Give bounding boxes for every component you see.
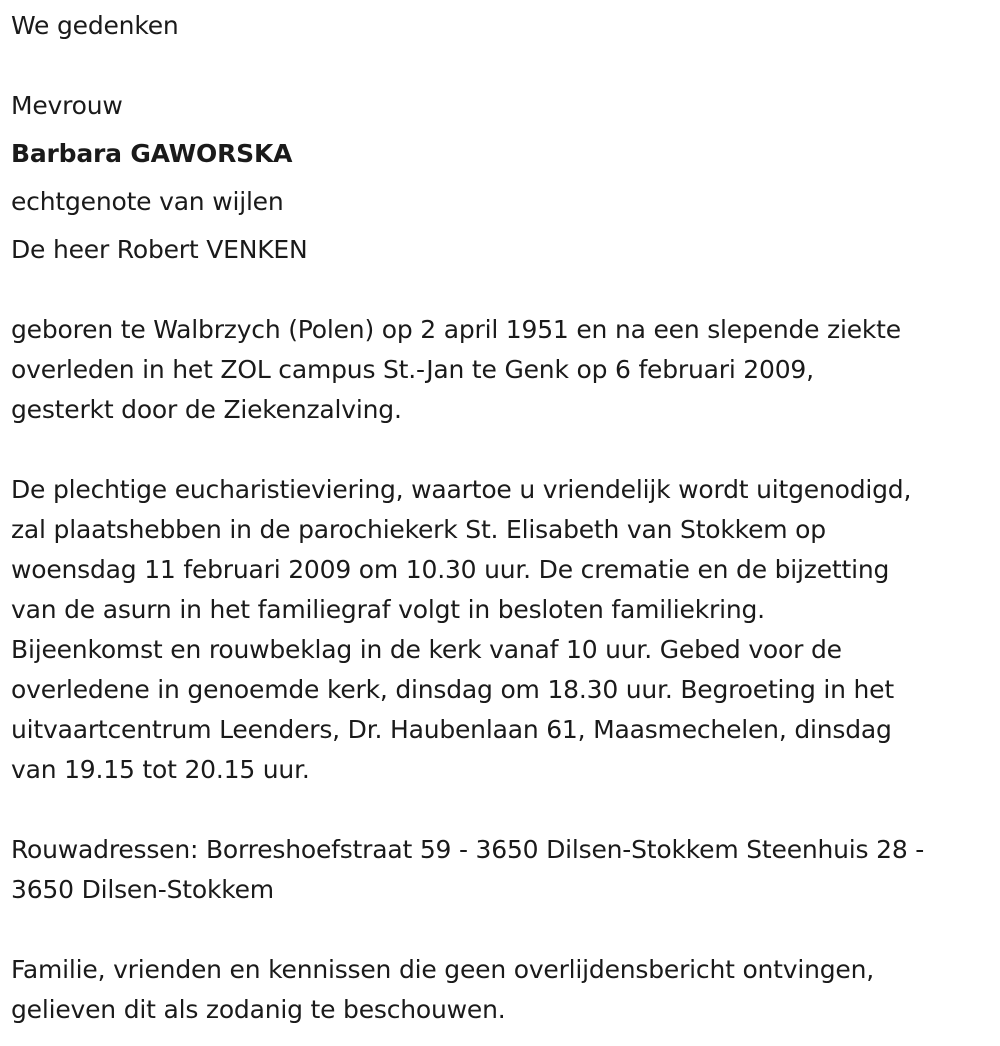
deceased-name: Barbara GAWORSKA [11,139,293,168]
spouse-name: De heer Robert VENKEN [11,235,308,264]
paragraph-line: woensdag 11 februari 2009 om 10.30 uur. De crematie en de bijzetting [11,555,890,584]
paragraph-line: overledene in genoemde kerk, dinsdag om 18.30 uur. Begroeting in het [11,675,894,704]
paragraph-line: Familie, vrienden en kennissen die geen overlijdensbericht ontvingen, [11,955,875,984]
paragraph-line: van de asurn in het familiegraf volgt in besloten familiekring. [11,595,765,624]
paragraph-line: van 19.15 tot 20.15 uur. [11,755,310,784]
paragraph-line: De plechtige eucharistieviering, waartoe u vriendelijk wordt uitgenodigd, [11,475,912,504]
paragraph-line: overleden in het ZOL campus St.-Jan te Genk op 6 februari 2009, [11,355,814,384]
paragraph-line: 3650 Dilsen-Stokkem [11,875,274,904]
paragraph-line: geboren te Walbrzych (Polen) op 2 april 1951 en na een slepende ziekte [11,315,901,344]
ceremony-paragraph [11,470,911,790]
deceased-title: Mevrouw [11,91,123,120]
spouse-intro: echtgenote van wijlen [11,187,284,216]
paragraph-line: gesterkt door de Ziekenzalving. [11,395,402,424]
paragraph-line: Rouwadressen: Borreshoefstraat 59 - 3650 Dilsen-Stokkem Steenhuis 28 - [11,835,925,864]
paragraph-line: Bijeenkomst en rouwbeklag in de kerk vanaf 10 uur. Gebed voor de [11,635,842,664]
paragraph-line: gelieven dit als zodanig te beschouwen. [11,995,506,1024]
notice-header: We gedenken [11,11,179,40]
birth-death-paragraph [11,310,901,430]
paragraph-line: zal plaatshebben in de parochiekerk St. Elisabeth van Stokkem op [11,515,826,544]
closing-paragraph [11,950,874,1030]
addresses-paragraph [11,830,924,910]
paragraph-line: uitvaartcentrum Leenders, Dr. Haubenlaan 61, Maasmechelen, dinsdag [11,715,892,744]
